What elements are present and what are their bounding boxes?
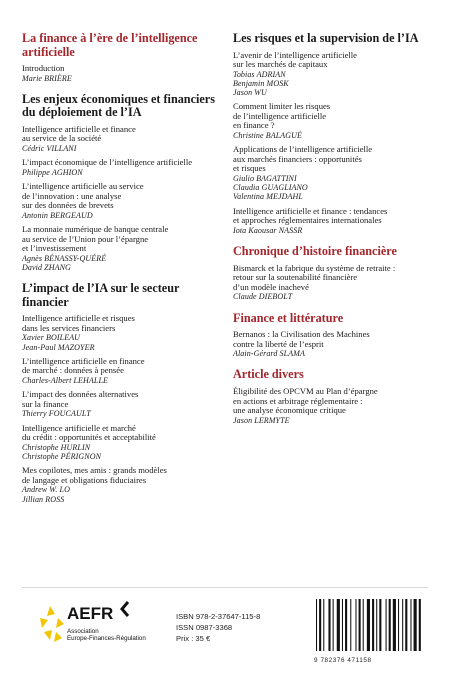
article-author: Jason LERMYTE (233, 415, 290, 425)
article-author: Jason WU (233, 88, 267, 98)
section-heading: Chronique d’histoire financière (233, 244, 397, 259)
article-entry (22, 125, 222, 153)
logo-sub1: Association (67, 628, 99, 635)
logo-sub2: Europe-Finances-Régulations (67, 635, 146, 642)
section-finance-litterature (233, 312, 433, 359)
article-entry (22, 225, 222, 272)
price-text: Prix : 35 € (176, 634, 211, 644)
barcode-number: 9 782376 471158 (314, 657, 372, 664)
article-author: Antonin BERGEAUD (22, 210, 93, 220)
section-impact-secteur-financier (22, 282, 222, 504)
article-entry (233, 145, 433, 201)
section-heading: La finance à l’ère de l’intelligence artificielle (22, 31, 198, 59)
article-entry (22, 390, 222, 418)
barcode (312, 597, 432, 663)
article-entry (233, 387, 433, 425)
article-entry (22, 424, 222, 462)
article-title: Bismarck et la fabrique du système de retraite : retour sur la soutenabilité financière d’un modèle inachevé (233, 262, 396, 292)
right-column (233, 32, 433, 435)
section-heading: Article divers (233, 367, 304, 382)
article-author: Xavier BOILEAU (22, 333, 81, 343)
article-author: Jean-Paul MAZOYER (22, 342, 95, 352)
section-heading: Finance et littérature (233, 310, 344, 325)
article-entry (22, 182, 222, 220)
article-author: Marie BRIÈRE (22, 73, 72, 83)
article-entry (233, 264, 433, 302)
article-entry (22, 466, 222, 504)
article-author: Christine BALAGUÉ (233, 131, 303, 141)
article-author: Philippe AGHION (22, 167, 83, 177)
section-heading: Les enjeux économiques et financiers du déploiement de l’IA (22, 91, 215, 120)
article-title: Intelligence artificielle et finance au service de la société (22, 123, 136, 144)
isbn-text: ISBN 978-2-37647-115-8 (176, 612, 261, 621)
article-title: Bernanos : la Civilisation des Machines contre la liberté de l’esprit (233, 329, 370, 349)
article-title: Intelligence artificielle et marché du crédit : opportunités et acceptabilité (22, 422, 156, 443)
article-title: Intelligence artificielle et risques dans les services financiers (22, 313, 135, 333)
section-enjeux-economiques (22, 93, 222, 272)
article-entry (22, 158, 222, 177)
article-title: L’impact des données alternatives sur la finance (22, 389, 139, 409)
article-author: Charles-Albert LEHALLE (22, 375, 108, 385)
article-author: Claude DIEBOLT (233, 292, 293, 302)
article-author: Alain-Gérard SLAMA (233, 349, 305, 359)
section-risques-supervision (233, 32, 433, 235)
section-article-divers (233, 368, 433, 424)
article-author: Benjamin MOSK (233, 78, 289, 88)
section-heading: L’impact de l’IA sur le secteur financier (22, 281, 180, 309)
article-title: L’intelligence artificielle au service de l’innovation : une analyse sur des données de brevets (22, 180, 144, 211)
article-title: Intelligence artificielle et finance : tendances et approches réglementaires internationales (233, 205, 388, 226)
article-entry (233, 51, 433, 98)
article-author: Jillian ROSS (22, 494, 65, 504)
article-entry (233, 207, 433, 235)
article-author: David ZHANG (22, 262, 71, 272)
article-title: L’impact économique de l’intelligence artificielle (22, 157, 193, 168)
section-chronique-histoire (233, 245, 433, 301)
article-entry (233, 330, 433, 358)
article-title: La monnaie numérique de banque centrale au service de l’Union pour l’épargne et l’investissement (22, 223, 169, 254)
article-title: L’intelligence artificielle en finance de marché : données à pensée (22, 355, 145, 376)
article-author: Cédric VILLANI (22, 143, 77, 153)
article-title: Applications de l’intelligence artificielle aux marchés financiers : opportunités et risques (233, 144, 373, 174)
section-heading: Les risques et la supervision de l’IA (233, 31, 419, 45)
article-title: Comment limiter les risques de l’intelligence artificielle en finance ? (233, 101, 331, 131)
article-title: Mes copilotes, mes amis : grands modèles de langage et obligations fiduciaires (22, 465, 167, 485)
article-author: Iota Kaousar NASSR (233, 225, 303, 235)
article-entry (233, 102, 433, 140)
article-author: Thierry FOUCAULT (22, 409, 91, 419)
section-finance-ia (22, 32, 222, 83)
article-author: Tobias ADRIAN (233, 69, 286, 79)
footer-divider (22, 587, 428, 588)
barcode-icon (312, 597, 432, 655)
aefr-logo-icon (36, 600, 146, 652)
article-author: Valentina MEJDAHL (233, 192, 303, 202)
article-title: Éligibilité des OPCVM au Plan d’épargne en actions et arbitrage réglementaire : une analyse économique critique (233, 385, 378, 416)
article-title: L’avenir de l’intelligence artificielle sur les marchés de capitaux (233, 49, 357, 70)
isbn-block (176, 611, 260, 645)
article-author: Christophe HURLIN (22, 442, 91, 452)
left-column (22, 32, 222, 514)
article-author: Giulio BAGATTINI (233, 174, 297, 184)
article-author: Agnès BÉNASSY-QUÉRÉ (22, 253, 107, 263)
article-entry (22, 314, 222, 352)
article-author: Christophe PÉRIGNON (22, 451, 102, 461)
article-author: Claudia GUAGLIANO (233, 183, 308, 193)
article-entry (22, 64, 222, 83)
aefr-logo (36, 600, 146, 652)
article-author: Andrew W. LO (22, 485, 70, 495)
article-title: Introduction (22, 63, 65, 73)
logo-text: AEFR (67, 604, 114, 623)
issn-text: ISSN 0987-3368 (176, 623, 233, 633)
article-entry (22, 357, 222, 385)
